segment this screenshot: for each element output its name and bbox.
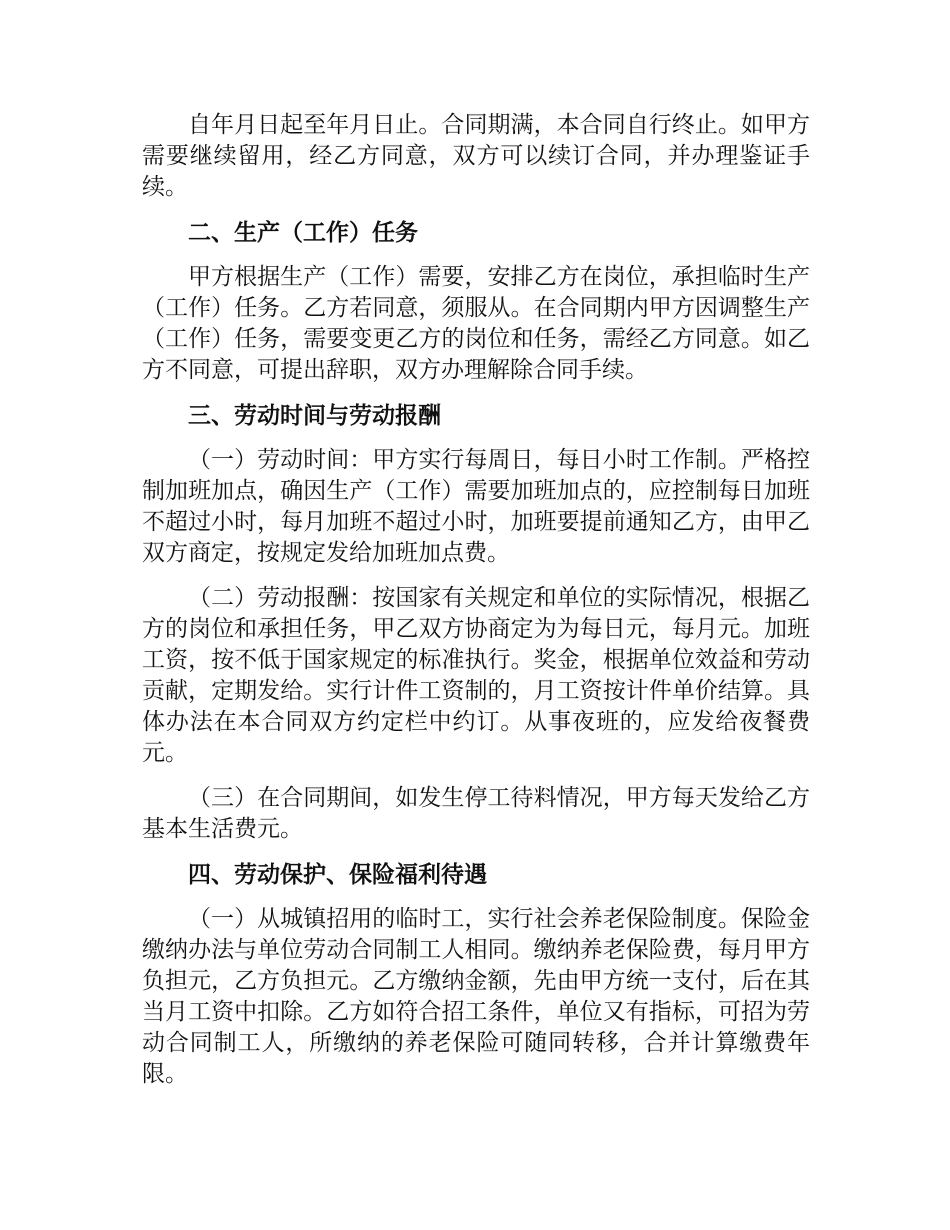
document-page: [142, 110, 810, 1104]
work-stoppage-paragraph: （三）在合同期间，如发生停工待料情况，甲方每天发给乙方基本生活费元。: [142, 785, 810, 842]
section-heading-task: 二、生产（工作）任务: [188, 219, 418, 246]
contract-term-paragraph: 自年月日起至年月日止。合同期满，本合同自行终止。如甲方需要继续留用，经乙方同意，双方可以续订合同，并办理鉴证手续。: [142, 112, 810, 200]
insurance-paragraph: （一）从城镇招用的临时工，实行社会养老保险制度。保险金缴纳办法与单位劳动合同制工人相同。缴纳养老保险费，每月甲方负担元，乙方负担元。乙方缴纳金额，先由甲方统一支付，后在其当月工资中扣除。乙方如符合招工条件，单位又有指标，可招为劳动合同制工人，所缴纳的养老保险可随同转移，合并计算缴费年限。: [142, 906, 810, 1087]
remuneration-paragraph: （二）劳动报酬：按国家有关规定和单位的实际情况，根据乙方的岗位和承担任务，甲乙双方协商定为为每日元，每月元。加班工资，按不低于国家规定的标准执行。奖金，根据单位效益和劳动贡献，定期发给。实行计件工资制的，月工资按计件单价结算。具体办法在本合同双方约定栏中约订。从事夜班的，应发给夜餐费元。: [142, 585, 810, 766]
task-paragraph: 甲方根据生产（工作）需要，安排乙方在岗位，承担临时生产（工作）任务。乙方若同意，须服从。在合同期内甲方因调整生产（工作）任务，需要变更乙方的岗位和任务，需经乙方同意。如乙方不同意，可提出辞职，双方办理解除合同手续。: [142, 264, 810, 383]
working-hours-paragraph: （一）劳动时间：甲方实行每周日，每日小时工作制。严格控制加班加点，确因生产（工作）需要加班加点的，应控制每日加班不超过小时，每月加班不超过小时，加班要提前通知乙方，由甲乙双方商定，按规定发给加班加点费。: [142, 447, 810, 566]
section-heading-protection-insurance: 四、劳动保护、保险福利待遇: [188, 861, 487, 888]
section-heading-hours-pay: 三、劳动时间与劳动报酬: [188, 402, 441, 429]
